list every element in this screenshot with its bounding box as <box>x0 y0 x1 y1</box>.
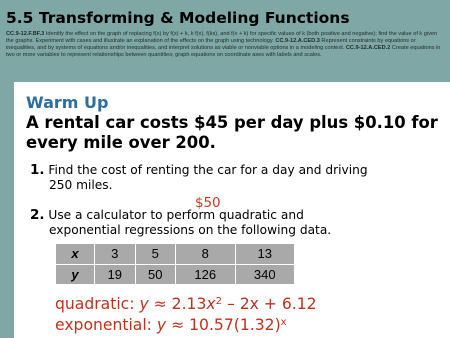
quadratic-coef: ≈ 2.13 <box>148 295 207 313</box>
table-cell: 19 <box>95 264 136 285</box>
table-y-label: y <box>56 264 95 285</box>
table-cell: 50 <box>135 264 176 285</box>
question-1-answer: $50 <box>195 196 221 211</box>
question-1-number: 1. <box>30 162 45 178</box>
table-cell: 13 <box>235 244 295 265</box>
slide-title: 5.5 Transforming & Modeling Functions <box>6 9 350 27</box>
standard-2-code: CC.9-12.A.CED.3 <box>275 38 320 45</box>
question-2-line2: exponential regressions on the following data. <box>49 223 332 237</box>
exponential-coef: ≈ 10.57(1.32) <box>166 316 281 334</box>
question-2-number: 2. <box>30 207 45 223</box>
table-cell: 8 <box>176 244 235 265</box>
table-row-x <box>56 244 295 265</box>
question-1-line1: Find the cost of renting the car for a day and driving <box>48 163 368 177</box>
quadratic-rest: – 2x + 6.12 <box>221 295 317 313</box>
warmup-prompt: A rental car costs $45 per day plus $0.10 for every mile over 200. <box>26 113 438 152</box>
standard-2-text: Represent constraints by equations or inequalities, and by systems of equations and/or inequalities, and interpret solutions as viable or nonviable options in a modeling context. <box>6 38 416 52</box>
exponential-fit <box>55 315 317 336</box>
left-accent-bar <box>0 82 14 338</box>
table-cell: 126 <box>176 264 235 285</box>
quadratic-y: y <box>139 295 149 313</box>
regression-results <box>55 294 317 336</box>
standard-3-code: CC.9-12.A.CED.2 <box>345 45 391 52</box>
data-table <box>55 243 295 285</box>
table-cell: 5 <box>135 244 176 265</box>
table-row-y <box>56 264 295 285</box>
exponential-y: y <box>156 316 167 334</box>
exponential-exponent: x <box>280 317 287 328</box>
question-1-line2: 250 miles. <box>49 178 113 192</box>
standard-1-text: Identify the effect on the graph of replacing f(x) by f(x) + k, k f(x), f(kx), and f(x + k) for specific values of k (both positive and negative); find the value of k given the graphs. Experiment with cases and illustrate an explanation of the effects on the graph using technology. <box>6 31 438 45</box>
question-2-line1: Use a calculator to perform quadratic and <box>48 208 304 222</box>
quadratic-x: x <box>206 295 216 313</box>
table-cell: 3 <box>95 244 136 265</box>
quadratic-label: quadratic: <box>55 295 140 313</box>
standards-text <box>6 31 446 59</box>
table-x-label: x <box>56 244 95 265</box>
quadratic-exponent: 2 <box>215 296 222 307</box>
question-2 <box>30 208 440 238</box>
standard-1-code: CC.9-12.F.BF.3 <box>6 31 45 37</box>
exponential-label: exponential: <box>55 316 157 334</box>
title-banner <box>0 0 450 82</box>
standard-3-text: Create equations in two or more variables to represent relationships between quantities; graph equations on coordinate axes with labels and scales. <box>6 45 441 59</box>
table-cell: 340 <box>235 264 295 285</box>
warmup-heading: Warm Up <box>26 93 109 112</box>
quadratic-fit <box>55 294 317 315</box>
question-1 <box>30 163 440 193</box>
